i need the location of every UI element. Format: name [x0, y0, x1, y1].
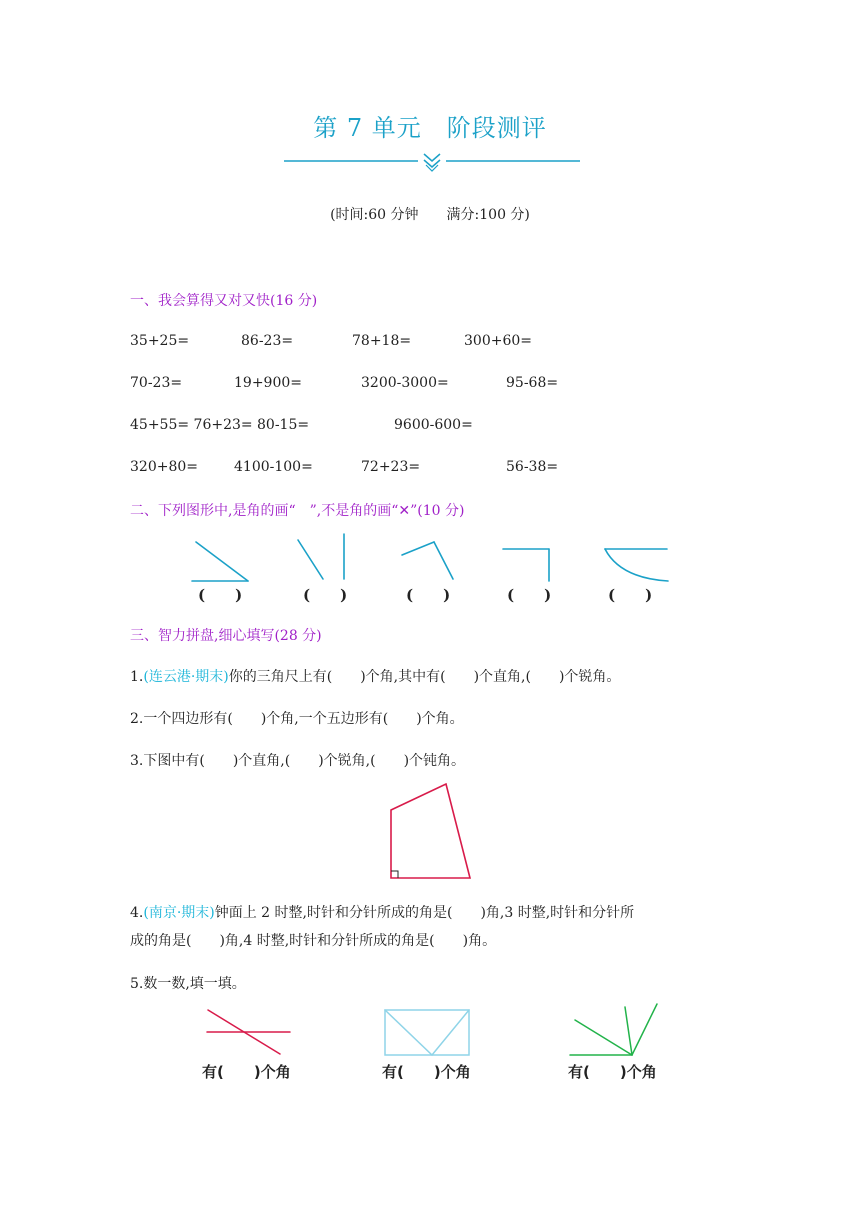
page-title: 第 7 单元 阶段测评: [313, 114, 547, 142]
question-number: 4.: [130, 905, 144, 921]
figure-angle-1: [192, 542, 248, 581]
figure-rectangle-v: [385, 1010, 469, 1055]
equation: 70-23=: [130, 375, 183, 391]
question-number: 1.: [130, 669, 144, 685]
figure-crossing-lines: [207, 1010, 290, 1054]
equation: 320+80=: [130, 459, 198, 475]
section2-heading: 二、下列图形中,是角的画“ ”,不是角的画“✕”(10 分): [130, 503, 465, 519]
answer-blank[interactable]: ( ): [198, 586, 243, 604]
exam-meta: (时间:60 分钟 满分:100 分): [330, 207, 530, 223]
question-3: 3.下图中有( )个直角,( )个锐角,( )个钝角。: [130, 753, 466, 769]
figure-curve-5: [605, 549, 668, 581]
figure-lines-2: [298, 534, 344, 579]
equation: 4100-100=: [234, 459, 313, 475]
quadrilateral-figure: [388, 782, 474, 882]
count-caption: 有( )个角: [382, 1063, 471, 1081]
title-divider-icon: [284, 150, 580, 174]
section3-heading: 三、智力拼盘,细心填写(28 分): [130, 628, 322, 644]
equation: 35+25=: [130, 333, 190, 349]
count-caption: 有( )个角: [202, 1063, 291, 1081]
figure-ray-fan: [570, 1004, 657, 1055]
answer-blank[interactable]: ( ): [507, 586, 552, 604]
count-angle-figures: [200, 1004, 670, 1060]
question-text: 你的三角尺上有( )个角,其中有( )个直角,( )个锐角。: [228, 669, 621, 685]
answer-blank[interactable]: ( ): [608, 586, 653, 604]
equation: 80-15=: [257, 417, 310, 433]
equation: 56-38=: [506, 459, 559, 475]
equation: 3200-3000=: [361, 375, 449, 391]
question-4-line1: [130, 902, 634, 922]
equation: 9600-600=: [394, 417, 473, 433]
figure-angle-4: [503, 549, 549, 581]
question-5: 5.数一数,填一填。: [130, 976, 246, 992]
answer-blank[interactable]: ( ): [303, 586, 348, 604]
section1-heading: 一、我会算得又对又快(16 分): [130, 293, 318, 309]
question-source: (南京·期末): [143, 905, 215, 921]
equation: 19+900=: [234, 375, 302, 391]
equation: 72+23=: [361, 459, 421, 475]
question-4-line2: 成的角是( )角,4 时整,时针和分针所成的角是( )角。: [130, 933, 497, 949]
figure-angle-3: [402, 542, 453, 579]
question-1: [130, 666, 620, 686]
question-text: 钟面上 2 时整,时针和分针所成的角是( )角,3 时整,时针和分针所: [214, 905, 635, 921]
angle-figures: [180, 528, 680, 588]
question-2: 2.一个四边形有( )个角,一个五边形有( )个角。: [130, 711, 464, 727]
answer-blank[interactable]: ( ): [406, 586, 451, 604]
equation: 45+55= 76+23=: [130, 417, 253, 433]
equation: 300+60=: [464, 333, 532, 349]
equation: 95-68=: [506, 375, 559, 391]
equation: 86-23=: [241, 333, 294, 349]
count-caption: 有( )个角: [568, 1063, 657, 1081]
equation: 78+18=: [352, 333, 412, 349]
question-source: (连云港·期末): [143, 669, 229, 685]
